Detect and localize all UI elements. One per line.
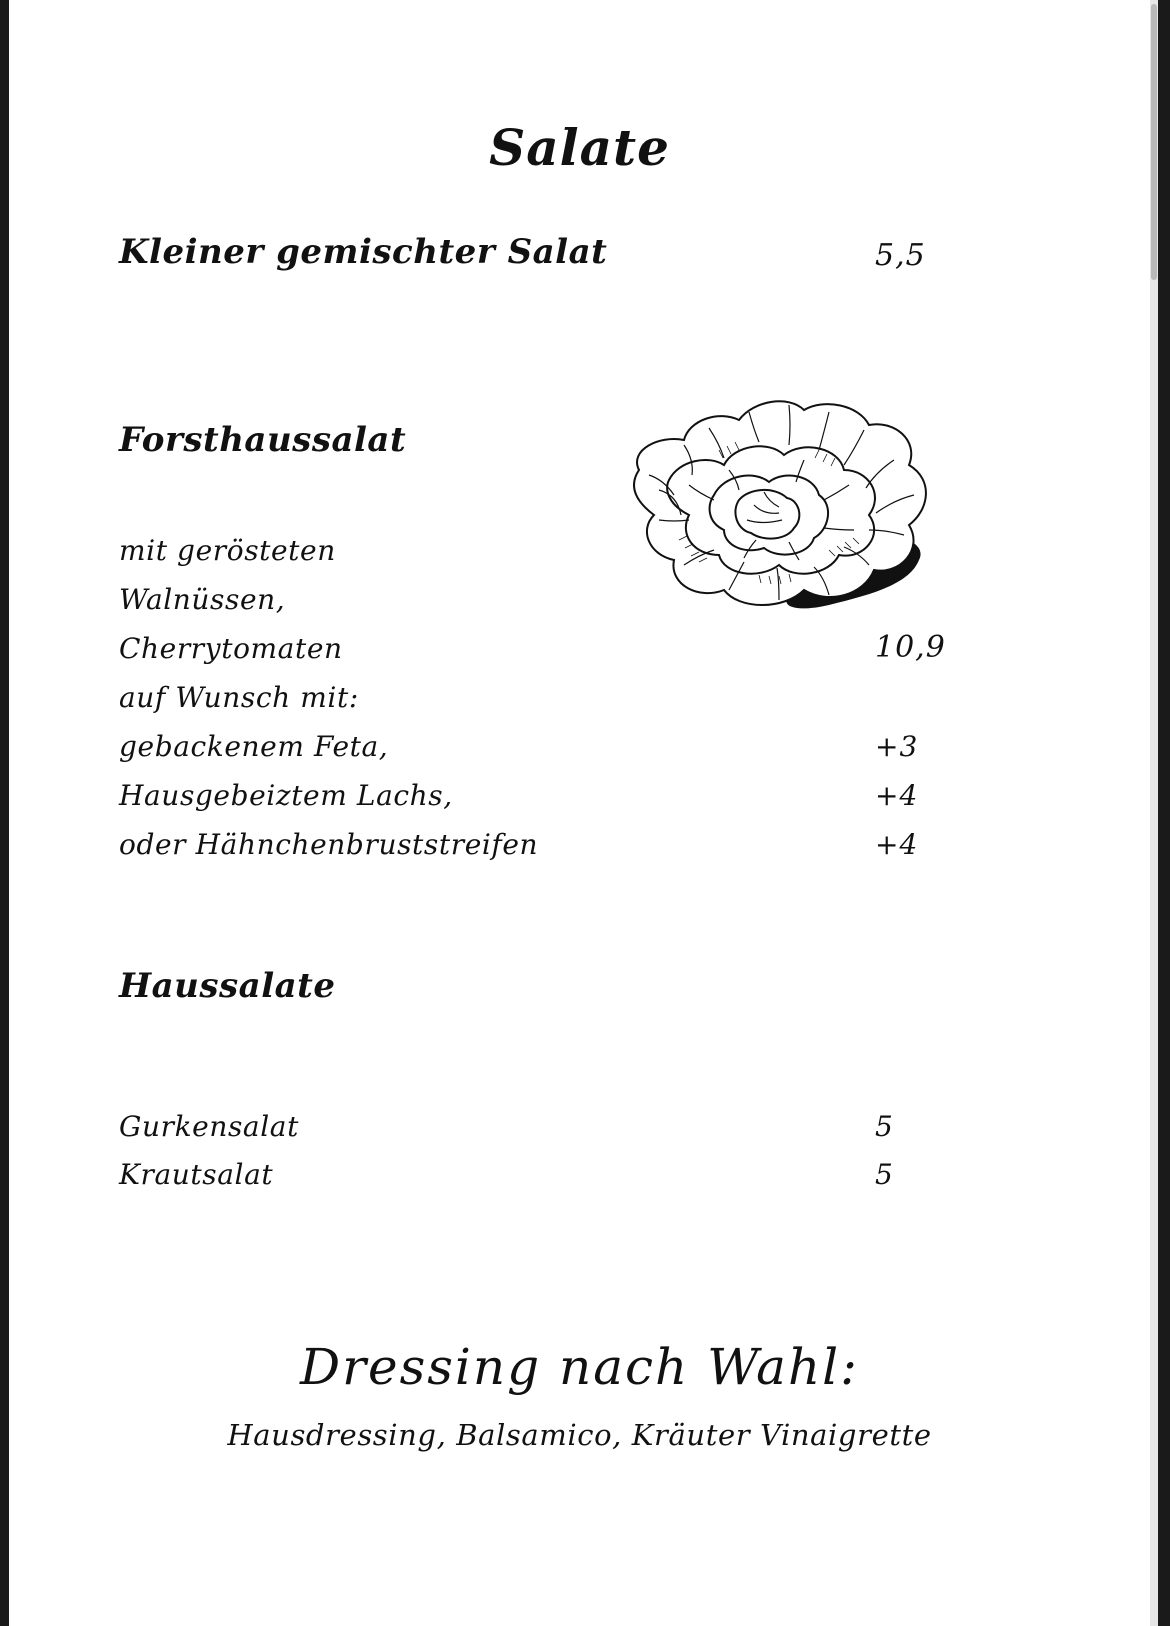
small-salad-price: 5,5: [875, 238, 926, 273]
haussalate-item: Gurkensalat: [119, 1110, 299, 1143]
forsthaus-line: auf Wunsch mit:: [119, 681, 359, 714]
haussalate-item: Krautsalat: [119, 1158, 274, 1191]
forsthaus-extra-lachs: Hausgebeiztem Lachs,: [119, 779, 453, 812]
forsthaus-extra-chicken: oder Hähnchenbruststreifen: [119, 828, 539, 861]
menu-title: Salate: [489, 118, 670, 177]
forsthaus-extra-feta: gebackenem Feta,: [119, 730, 389, 763]
menu-page: [9, 0, 1150, 1626]
forsthaus-line: Cherrytomaten: [119, 632, 343, 665]
extra-lachs-price: +4: [875, 779, 919, 812]
forsthaus-line: Walnüssen,: [119, 583, 286, 616]
haussalate-item-price: 5: [875, 1158, 894, 1191]
scrollbar-thumb[interactable]: [1151, 4, 1157, 280]
small-salad-name: Kleiner gemischter Salat: [119, 232, 608, 272]
window-frame-right: [1158, 0, 1170, 1626]
extra-chicken-price: +4: [875, 828, 919, 861]
haussalate-item-price: 5: [875, 1110, 894, 1143]
window-frame-left: [0, 0, 9, 1626]
forsthaus-salad-name: Forsthaussalat: [119, 420, 407, 460]
haussalate-heading: Haussalate: [119, 966, 336, 1006]
dressing-title: Dressing nach Wahl:: [300, 1338, 859, 1396]
dressing-options: Hausdressing, Balsamico, Kräuter Vinaigrette: [227, 1418, 932, 1452]
forsthaus-price: 10,9: [875, 630, 946, 665]
extra-feta-price: +3: [875, 730, 919, 763]
forsthaus-line: mit gerösteten: [119, 534, 336, 567]
lettuce-illustration: [629, 390, 949, 630]
